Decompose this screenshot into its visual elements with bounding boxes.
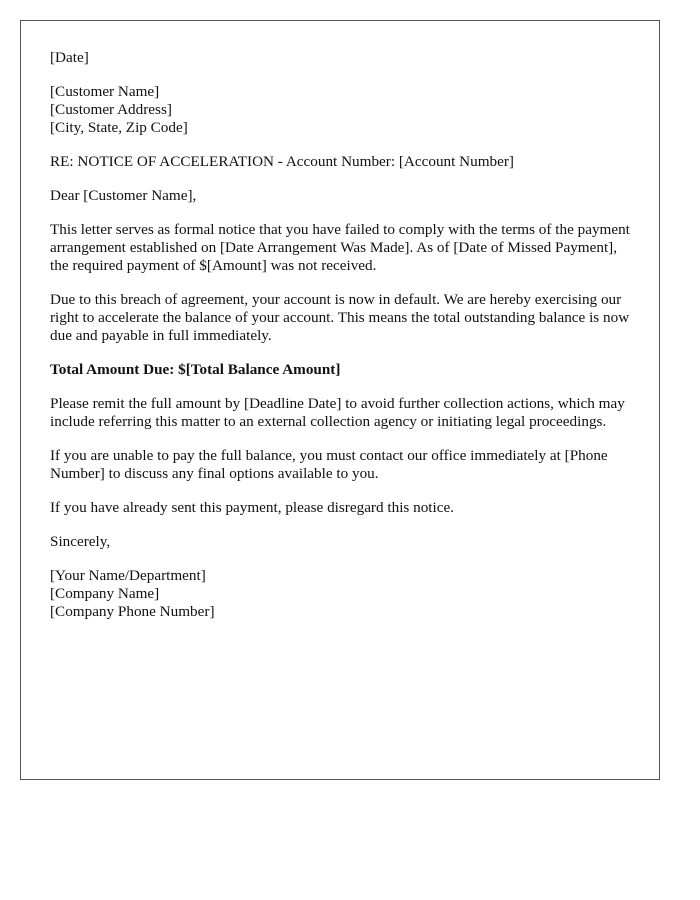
paragraph-notice: This letter serves as formal notice that you have failed to comply with the terms of the payment arrangement established on [Date Arrangement Was Made]. As of [Date of Missed Payment], the required payment of $[Amount] was not received. bbox=[50, 221, 630, 274]
paragraph-contact: If you are unable to pay the full balance, you must contact our office immediately at [Phone Number] to discuss any final options available to you. bbox=[50, 447, 608, 482]
recipient-name: [Customer Name] bbox=[50, 83, 160, 100]
recipient-city-state-zip: [City, State, Zip Code] bbox=[50, 119, 188, 136]
recipient-address: [Customer Address] bbox=[50, 101, 172, 118]
closing: Sincerely, bbox=[50, 533, 111, 550]
paragraph-disregard: If you have already sent this payment, please disregard this notice. bbox=[50, 499, 455, 516]
salutation: Dear [Customer Name], bbox=[50, 187, 197, 204]
letter-date: [Date] bbox=[50, 49, 89, 66]
letter-page bbox=[20, 20, 660, 780]
paragraph-remit: Please remit the full amount by [Deadline Date] to avoid further collection actions, which may include referring this matter to an external collection agency or initiating legal proceedings. bbox=[50, 395, 625, 430]
signature-company-name: [Company Name] bbox=[50, 585, 160, 602]
paragraph-default: Due to this breach of agreement, your account is now in default. We are hereby exercising our right to accelerate the balance of your account. This means the total outstanding balance is now due and payable in full immediately. bbox=[50, 291, 630, 344]
letter-body bbox=[50, 49, 635, 637]
signature-name-department: [Your Name/Department] bbox=[50, 567, 206, 584]
signature-company-phone: [Company Phone Number] bbox=[50, 603, 215, 620]
total-amount-due: Total Amount Due: $[Total Balance Amount] bbox=[50, 361, 341, 378]
subject-line: RE: NOTICE OF ACCELERATION - Account Number: [Account Number] bbox=[50, 153, 514, 170]
signature-block bbox=[50, 567, 635, 621]
recipient-block bbox=[50, 83, 635, 137]
